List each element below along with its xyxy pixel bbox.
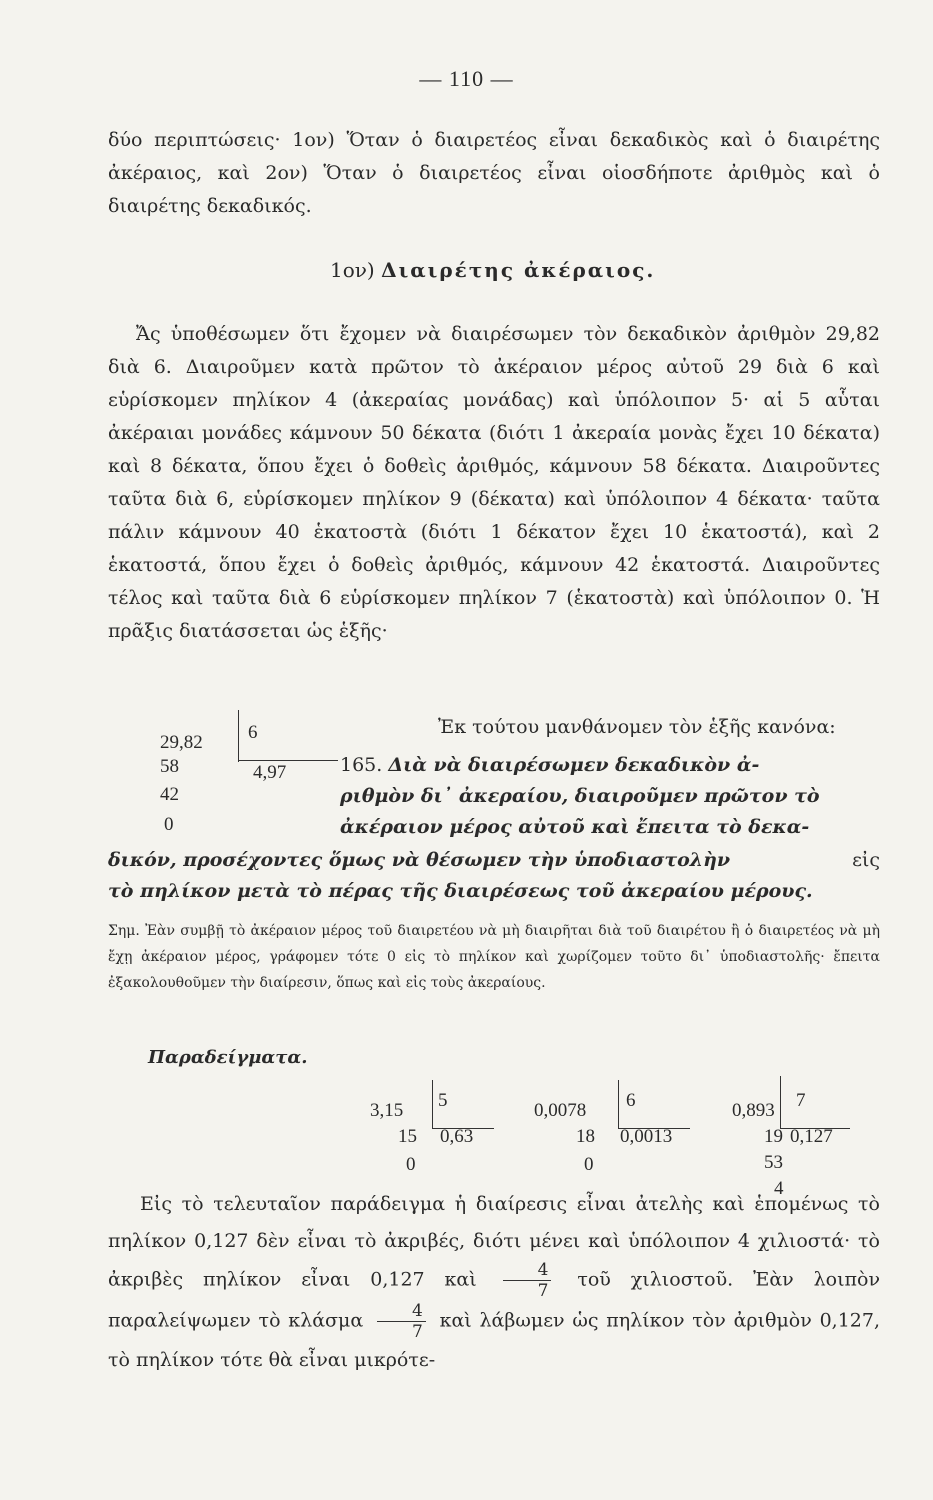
rule-line: ἀκέραιον μέρος αὐτοῦ καὶ ἔπειτα τὸ δεκα- xyxy=(340,816,810,838)
division-step: 42 xyxy=(160,784,179,805)
section-number: 1ον) xyxy=(330,258,375,282)
rule-block-right xyxy=(340,750,880,843)
example-divisor: 7 xyxy=(796,1090,806,1111)
rule-line: ριθμὸν δι᾽ ἀκεραίου, διαιροῦμεν πρῶτον τὸ xyxy=(340,785,820,807)
division-bar xyxy=(432,1128,494,1129)
example-step: 0 xyxy=(584,1154,594,1175)
rule-block-full xyxy=(108,845,880,907)
example-divisor: 5 xyxy=(438,1090,448,1111)
fraction xyxy=(377,1301,426,1342)
note-paragraph: Σημ. Ἐὰν συμβῇ τὸ ἀκέραιον μέρος τοῦ διαιρετέου νὰ μὴ διαιρῆται διὰ τοῦ διαιρέτου ἢ ὁ διαιρετέος νὰ μὴ ἔχῃ ἀκέραιον μέρος, γράφομεν τότε 0 εἰς τὸ πηλίκον καὶ χωρίζομεν τοῦτο δι᾽ ὑποδιαστολῆς· ἔπειτα ἐξακολουθοῦμεν τὴν διαίρεσιν, ὅπως καὶ εἰς τοὺς ἀκεραίους. xyxy=(108,923,880,991)
rule-number: 165. xyxy=(340,754,383,776)
division-bar xyxy=(238,760,338,761)
example-division xyxy=(732,1070,862,1199)
division-bracket xyxy=(238,710,239,762)
rule-line: δικόν, προσέχοντες ὅμως νὰ θέσωμεν τὴν ὑποδιαστολὴν xyxy=(108,849,731,871)
example-step: 0 xyxy=(406,1154,416,1175)
division-dividend: 29,82 xyxy=(160,732,203,753)
division-quotient: 4,97 xyxy=(253,762,287,783)
closing-text: ὡς πηλίκον τὸν ἀριθμὸν 0,127, τὸ πηλίκον τότε θὰ εἶναι μικρότε- xyxy=(108,1309,881,1371)
division-main xyxy=(160,722,340,842)
fraction xyxy=(503,1260,552,1301)
fraction-numerator: 4 xyxy=(377,1301,426,1322)
division-bar xyxy=(618,1128,690,1129)
rule-line: Διὰ νὰ διαιρέσωμεν δεκαδικὸν ἀ- xyxy=(388,754,760,776)
rule-line: τὸ πηλίκον μετὰ τὸ πέρας τῆς διαιρέσεως τοῦ ἀκεραίου μέρους. xyxy=(108,880,813,902)
main-paragraph: Ἄς ὑποθέσωμεν ὅτι ἔχομεν νὰ διαιρέσωμεν τὸν δεκαδικὸν ἀριθμὸν 29,82 διὰ 6. Διαιροῦμεν κατὰ πρῶτον τὸ ἀκέραιον μέρος αὐτοῦ 29 διὰ 6 καὶ εὑρίσκομεν πηλίκον 4 (ἀκεραίας μονάδας) καὶ ὑπόλοιπον 5· αἱ 5 αὗται ἀκέραιαι μονάδες κάμνουν 50 δέκατα (διότι 1 ἀκεραία μονὰς ἔχει 10 δέκατα) καὶ 8 δέκατα, ὅπου ἔχει ὁ δοθεὶς ἀριθμός, κάμνουν 58 δέκατα. Διαιροῦντες ταῦτα διὰ 6, εὑρίσκομεν πηλίκον 9 (δέκατα) καὶ ὑπόλοιπον 4 δέκατα· ταῦτα πάλιν κάμνουν 40 ἑκατοστὰ (διότι 1 δέκατον ἔχει 10 ἑκατοστά), καὶ 2 ἑκατοστά, ὅπου ἔχει ὁ δοθεὶς ἀριθμός, κάμνουν 42 ἑκατοστά. Διαιροῦντες τέλος καὶ ταῦτα διὰ 6 εὑρίσκομεν πηλίκον 7 (ἑκατοστὰ) καὶ ὑπόλοιπον 0. Ἡ πρᾶξις διατάσσεται ὡς ἑξῆς· xyxy=(108,323,880,642)
closing-text: τοῦ xyxy=(577,1268,611,1291)
section-heading xyxy=(330,258,655,282)
example-step: 19 xyxy=(764,1126,783,1147)
closing-paragraph xyxy=(108,1186,880,1379)
example-division xyxy=(534,1070,694,1175)
example-dividend: 0,0078 xyxy=(534,1100,587,1121)
example-step: 15 xyxy=(398,1126,417,1147)
example-step: 18 xyxy=(576,1126,595,1147)
example-dividend: 3,15 xyxy=(370,1100,404,1121)
example-quotient: 0,63 xyxy=(440,1126,474,1147)
fraction-denominator: 7 xyxy=(411,1322,423,1342)
division-step: 58 xyxy=(160,756,179,777)
example-step: 4 xyxy=(774,1178,784,1199)
closing-text: Εἰς τὸ τελευταῖον παράδειγμα ἡ διαίρεσις εἶναι ἀτελὴς καὶ ἑπομένως τὸ πηλίκον 0,127 δὲν εἶναι τὸ ἀκριβές, διότι μένει καὶ ὑπόλοιπον 4 χιλιοστά· τὸ ἀκριβὲς πηλίκον εἶναι 0,127 καὶ xyxy=(108,1193,880,1291)
intro-paragraph: δύο περιπτώσεις· 1ον) Ὅταν ὁ διαιρετέος εἶναι δεκαδικὸς καὶ ὁ διαιρέτης ἀκέραιος, καὶ 2ον) Ὅταν ὁ διαιρετέος εἶναι οἱοσδήποτε ἀριθμὸς καὶ ὁ διαιρέτης δεκαδικός. xyxy=(108,129,880,217)
rule-line-end: εἰς xyxy=(852,849,880,871)
division-divisor: 6 xyxy=(248,722,258,743)
page-number: — 110 — xyxy=(419,66,514,91)
closing-text: καὶ λάβωμεν xyxy=(439,1309,565,1332)
example-step: 53 xyxy=(764,1152,783,1173)
examples-title: Παραδείγματα. xyxy=(148,1047,308,1068)
division-step: 0 xyxy=(164,814,174,835)
fraction-numerator: 4 xyxy=(503,1260,552,1281)
division-bracket xyxy=(780,1076,781,1128)
division-bracket xyxy=(432,1080,433,1128)
example-divisor: 6 xyxy=(626,1090,636,1111)
division-bracket xyxy=(618,1080,619,1128)
fraction-denominator: 7 xyxy=(537,1281,549,1301)
division-bar xyxy=(780,1128,850,1129)
example-dividend: 0,893 xyxy=(732,1100,775,1121)
example-quotient: 0,0013 xyxy=(620,1126,673,1147)
learn-line: Ἐκ τούτου μανθάνομεν τὸν ἑξῆς κανόνα: xyxy=(438,716,836,738)
closing-text: χιλιοστοῦ. Ἐὰν λοιπὸν παραλείψωμεν τὸ κλάσμα xyxy=(108,1268,881,1332)
example-quotient: 0,127 xyxy=(790,1126,833,1147)
example-division xyxy=(370,1070,510,1175)
section-title: Διαιρέτης ἀκέραιος. xyxy=(381,258,656,282)
